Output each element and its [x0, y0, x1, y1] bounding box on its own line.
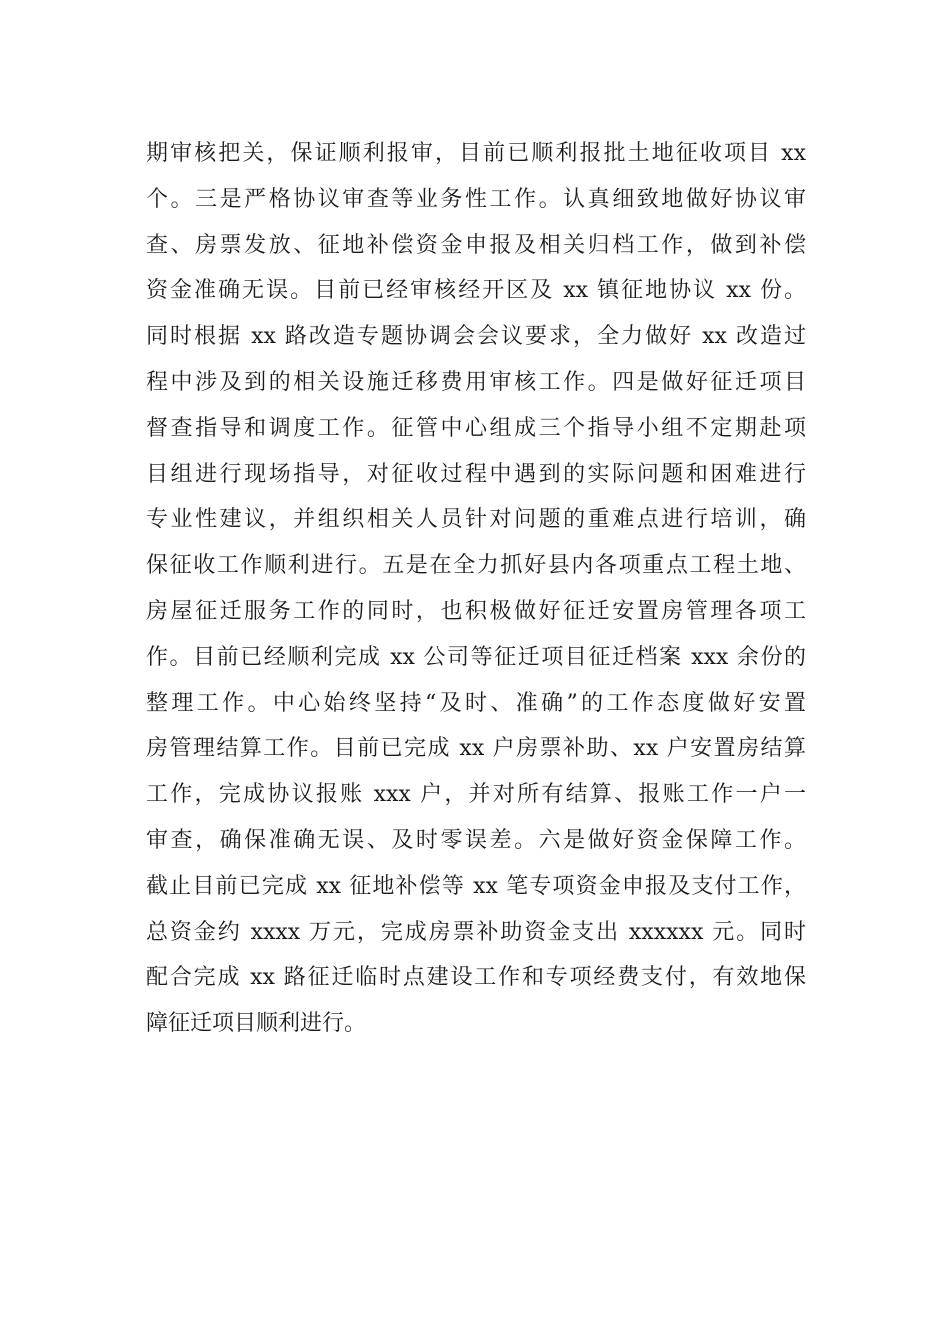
text-line: 资金准确无误。目前已经审核经开区及 xx 镇征地协议 xx 份。 — [146, 278, 806, 304]
text-line: 总资金约 xxxx 万元，完成房票补助资金支出 xxxxxx 元。同时 — [146, 919, 806, 945]
text-line: 房屋征迁服务工作的同时，也积极做好征迁安置房管理各项工 — [146, 598, 806, 624]
text-line: 工作，完成协议报账 xxx 户，并对所有结算、报账工作一户一 — [146, 782, 806, 808]
text-line: 程中涉及到的相关设施迁移费用审核工作。四是做好征迁项目 — [146, 369, 806, 395]
text-line: 整理工作。中心始终坚持“及时、准确”的工作态度做好安置 — [146, 690, 806, 716]
body-paragraph — [146, 131, 806, 1047]
text-line: 房管理结算工作。目前已完成 xx 户房票补助、xx 户安置房结算 — [146, 736, 806, 762]
text-line: 督查指导和调度工作。征管中心组成三个指导小组不定期赴项 — [146, 415, 806, 441]
text-line: 障征迁项目顺利进行。 — [146, 1011, 367, 1037]
text-line: 配合完成 xx 路征迁临时点建设工作和专项经费支付，有效地保 — [146, 965, 806, 991]
text-line: 截止目前已完成 xx 征地补偿等 xx 笔专项资金申报及支付工作， — [146, 873, 806, 899]
text-line: 目组进行现场指导，对征收过程中遇到的实际问题和困难进行 — [146, 461, 806, 487]
text-line: 审查，确保准确无误、及时零误差。六是做好资金保障工作。 — [146, 827, 806, 853]
text-line: 查、房票发放、征地补偿资金申报及相关归档工作，做到补偿 — [146, 232, 806, 258]
text-line: 作。目前已经顺利完成 xx 公司等征迁项目征迁档案 xxx 余份的 — [146, 644, 806, 670]
text-line: 个。三是严格协议审查等业务性工作。认真细致地做好协议审 — [146, 186, 806, 212]
text-line: 同时根据 xx 路改造专题协调会会议要求，全力做好 xx 改造过 — [146, 324, 806, 350]
text-line: 期审核把关，保证顺利报审，目前已顺利报批土地征收项目 xx — [146, 141, 806, 166]
text-line: 保征收工作顺利进行。五是在全力抓好县内各项重点工程土地、 — [146, 553, 806, 579]
text-line: 专业性建议，并组织相关人员针对问题的重难点进行培训，确 — [146, 507, 806, 533]
